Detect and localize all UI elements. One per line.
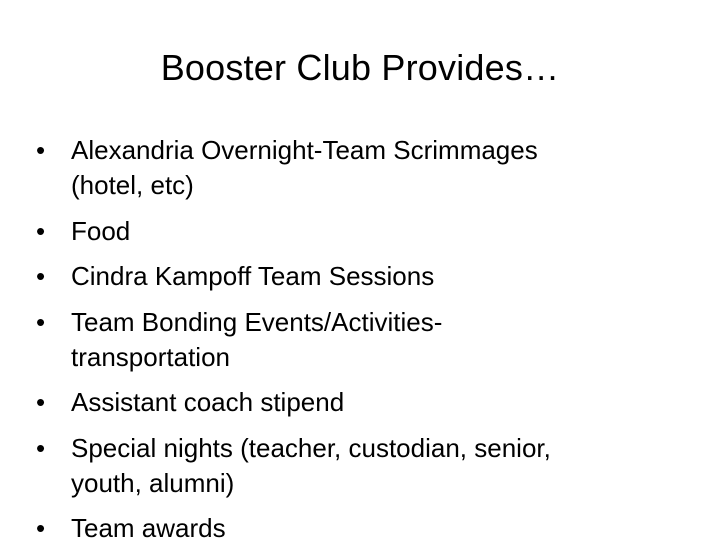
bullet-text-line: (hotel, etc) [71,170,194,200]
bullet-text-line: Team Bonding Events/Activities- [71,306,443,337]
bullet-text-line: Food [71,215,131,246]
bullet-item [36,214,656,249]
bullet-text-line: transportation [71,341,230,372]
bullet-list [36,133,656,540]
bullet-icon: • [36,387,46,417]
bullet-text-line: Assistant coach stipend [71,387,345,417]
bullet-item [36,259,656,294]
bullet-item [36,431,656,501]
bullet-item [36,133,656,203]
bullet-icon: • [36,513,46,540]
bullet-item [36,385,656,420]
bullet-text-line: Alexandria Overnight-Team Scrimmages [71,135,538,165]
bullet-text-line: Cindra Kampoff Team Sessions [71,261,435,291]
bullet-item [36,305,656,375]
bullet-icon: • [36,306,46,337]
bullet-item [36,511,656,540]
bullet-text-line: youth, alumni) [71,467,235,498]
bullet-icon: • [36,261,46,291]
bullet-text-line: Team awards [71,513,226,540]
bullet-icon: • [36,215,46,246]
bullet-icon: • [36,432,46,463]
bullet-icon: • [36,135,46,165]
bullet-text-line: Special nights (teacher, custodian, senior, [71,432,551,463]
slide-title: Booster Club Provides… [160,47,560,88]
